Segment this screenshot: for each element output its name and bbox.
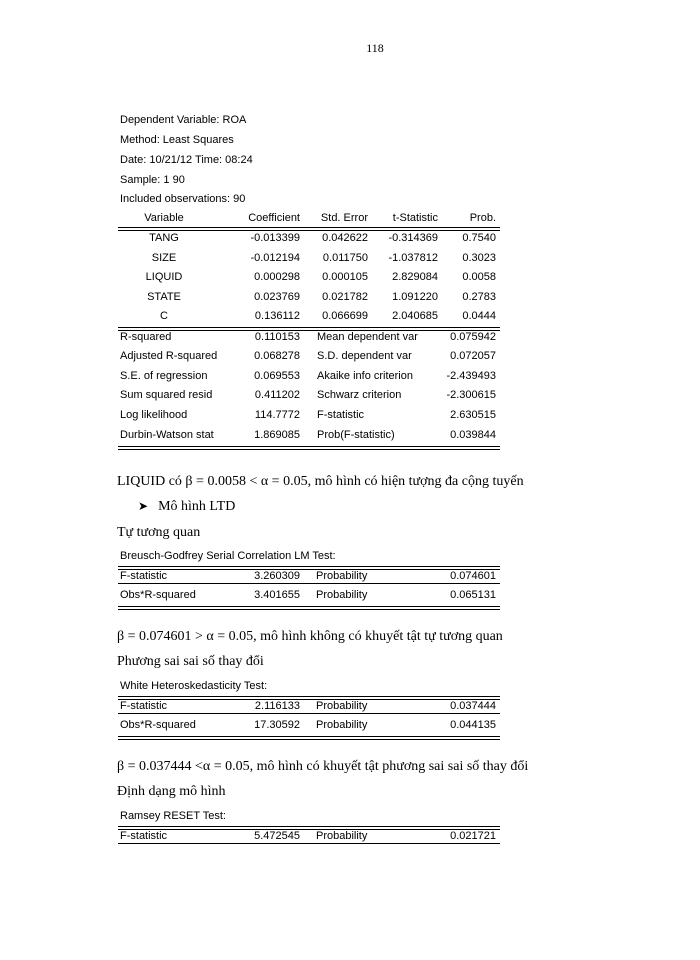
variable-name: C: [160, 310, 168, 322]
test-stat-value: 2.116133: [254, 700, 300, 712]
std-error: 0.011750: [322, 252, 368, 264]
probability-label: Probability: [316, 700, 368, 712]
table-divider: [118, 227, 500, 231]
stat-label: Adjusted R-squared: [120, 350, 218, 362]
prob: 0.0058: [462, 271, 496, 283]
bg-test-title: Breusch-Godfrey Serial Correlation LM Test:: [120, 550, 336, 562]
arrow-bullet-icon: ➤: [138, 499, 149, 513]
t-statistic: 1.091220: [392, 291, 438, 303]
sample: Sample: 1 90: [120, 174, 185, 186]
t-statistic: 2.829084: [392, 271, 438, 283]
stat-value: 114.7772: [254, 409, 300, 421]
col-variable: Variable: [144, 212, 184, 224]
col-t-statistic: t-Statistic: [392, 212, 438, 224]
stat-label: F-statistic: [317, 409, 365, 421]
test-stat-label: Obs*R-squared: [120, 589, 196, 601]
table-row: [118, 232, 500, 252]
stats-row: [118, 409, 500, 429]
table-divider: [118, 606, 500, 610]
probability-label: Probability: [316, 589, 368, 601]
bullet-item: [138, 499, 235, 515]
stat-value: 0.068278: [254, 350, 300, 362]
stat-label: Prob(F-statistic): [317, 429, 395, 441]
coefficient: -0.013399: [250, 232, 300, 244]
dependent-variable: Dependent Variable: ROA: [120, 114, 247, 126]
std-error: 0.000105: [322, 271, 368, 283]
table-divider: [118, 446, 500, 450]
probability-value: 0.074601: [450, 570, 496, 582]
coefficient: 0.136112: [254, 310, 300, 322]
test-stat-value: 17.30592: [254, 719, 300, 731]
heteroskedasticity-note: β = 0.037444 <α = 0.05, mô hình có khuyết tật phương sai sai số thay đổi: [117, 759, 529, 774]
test-stat-value: 5.472545: [254, 830, 300, 842]
multicollinearity-note: LIQUID có β = 0.0058 < α = 0.05, mô hình có hiện tượng đa cộng tuyến: [117, 474, 524, 489]
prob: 0.2783: [462, 291, 496, 303]
included-observations: Included observations: 90: [120, 193, 246, 205]
variable-name: TANG: [149, 232, 179, 244]
table-row: [118, 291, 500, 311]
stat-label: Akaike info criterion: [317, 370, 413, 382]
stat-value: 1.869085: [254, 429, 300, 441]
col-coefficient: Coefficient: [248, 212, 300, 224]
probability-value: 0.021721: [450, 830, 496, 842]
variable-name: LIQUID: [145, 271, 183, 283]
stat-value: 0.075942: [450, 331, 496, 343]
probability-label: Probability: [316, 830, 368, 842]
white-test-title: White Heteroskedasticity Test:: [120, 680, 268, 692]
stat-label: R-squared: [120, 331, 172, 343]
col-prob: Prob.: [469, 212, 496, 224]
stat-label: S.D. dependent var: [317, 350, 412, 362]
test-stat-value: 3.260309: [254, 570, 300, 582]
test-row: [118, 700, 500, 720]
test-stat-label: Obs*R-squared: [120, 719, 196, 731]
stat-label: Log likelihood: [120, 409, 188, 421]
coefficient: 0.000298: [254, 271, 300, 283]
method: Method: Least Squares: [120, 134, 234, 146]
reset-test-title: Ramsey RESET Test:: [120, 810, 226, 822]
t-statistic: -1.037812: [388, 252, 438, 264]
table-divider: [118, 583, 500, 584]
probability-label: Probability: [316, 570, 368, 582]
bullet-text: Mô hình LTD: [158, 499, 236, 514]
col-std-error: Std. Error: [320, 212, 368, 224]
autocorrelation-note: β = 0.074601 > α = 0.05, mô hình không có khuyết tật tự tương quan: [117, 629, 503, 644]
stat-label: Schwarz criterion: [317, 389, 402, 401]
stat-label: Sum squared resid: [120, 389, 213, 401]
section-heading-specification: Định dạng mô hình: [117, 784, 226, 799]
stats-row: [118, 331, 500, 351]
section-heading-heteroskedasticity: Phương sai sai số thay đổi: [117, 654, 264, 669]
stat-value: 0.411202: [254, 389, 300, 401]
prob: 0.7540: [462, 232, 496, 244]
variable-name: SIZE: [151, 252, 177, 264]
coefficient: 0.023769: [254, 291, 300, 303]
stat-value: -2.300615: [446, 389, 496, 401]
stat-value: 0.072057: [450, 350, 496, 362]
stat-value: 0.069553: [254, 370, 300, 382]
page-number: 118: [366, 41, 384, 55]
test-row: [118, 570, 500, 590]
stats-row: [118, 350, 500, 370]
variable-name: STATE: [147, 291, 181, 303]
probability-label: Probability: [316, 719, 368, 731]
std-error: 0.042622: [322, 232, 368, 244]
test-row: [118, 830, 500, 850]
table-divider: [118, 713, 500, 714]
probability-value: 0.065131: [450, 589, 496, 601]
stat-label: S.E. of regression: [120, 370, 208, 382]
coefficient: -0.012194: [250, 252, 300, 264]
test-stat-label: F-statistic: [120, 830, 168, 842]
stats-row: [118, 370, 500, 390]
test-stat-label: F-statistic: [120, 570, 168, 582]
probability-value: 0.044135: [450, 719, 496, 731]
stat-label: Durbin-Watson stat: [120, 429, 214, 441]
prob: 0.0444: [462, 310, 496, 322]
table-divider: [118, 736, 500, 740]
stats-row: [118, 389, 500, 409]
stat-value: 0.039844: [450, 429, 496, 441]
table-row: [118, 271, 500, 291]
std-error: 0.021782: [322, 291, 368, 303]
prob: 0.3023: [462, 252, 496, 264]
stat-value: 0.110153: [254, 331, 300, 343]
probability-value: 0.037444: [450, 700, 496, 712]
stat-label: Mean dependent var: [317, 331, 418, 343]
stat-value: 2.630515: [450, 409, 496, 421]
table-divider: [118, 843, 500, 844]
std-error: 0.066699: [322, 310, 368, 322]
t-statistic: 2.040685: [392, 310, 438, 322]
test-stat-value: 3.401655: [254, 589, 300, 601]
t-statistic: -0.314369: [388, 232, 438, 244]
section-heading-autocorrelation: Tự tương quan: [117, 525, 201, 540]
stat-value: -2.439493: [446, 370, 496, 382]
date-time: Date: 10/21/12 Time: 08:24: [120, 154, 253, 166]
table-row: [118, 252, 500, 272]
test-stat-label: F-statistic: [120, 700, 168, 712]
